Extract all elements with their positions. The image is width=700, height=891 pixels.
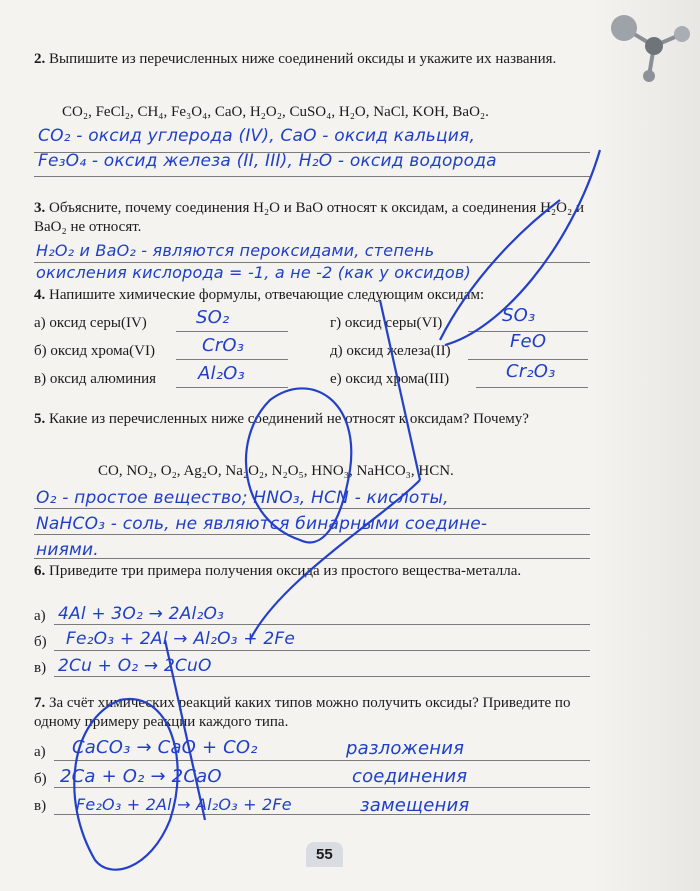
handwritten-answer: O₂ - простое вещество; HNO₃, HCN - кислоты, [36, 488, 449, 508]
handwritten-answer: Fe₂O₃ + 2Al → Al₂O₃ + 2Fe [66, 629, 295, 649]
handwritten-answer: Al₂O₃ [198, 363, 245, 384]
item-label: а) [34, 608, 46, 624]
handwritten-answer: 4Al + 3O₂ → 2Al₂O₃ [58, 604, 225, 624]
question-text: За счёт химических реакций каких типов можно получить оксиды? Приведите по одному примеру реакции каждого типа. [34, 695, 571, 730]
question-text: Какие из перечисленных ниже соединений не относят к оксидам? Почему? [49, 411, 529, 427]
reaction-type: замещения [360, 795, 470, 816]
reaction-type: соединения [352, 766, 468, 787]
item-label: б) [34, 771, 47, 787]
question-number: 6. [34, 563, 46, 579]
handwritten-answer: Cr₂O₃ [506, 361, 556, 382]
handwritten-answer: Fe₂O₃ + 2Al → Al₂O₃ + 2Fe [76, 795, 292, 814]
item-label: в) оксид алюминия [34, 371, 157, 387]
handwritten-answer: Fe₃O₄ - оксид железа (II, III), H₂O - оксид водорода [38, 151, 497, 171]
item-label: е) оксид хрома(III) [330, 371, 450, 387]
handwritten-answer: SO₃ [502, 305, 536, 326]
item-label: б) оксид хрома(VI) [34, 343, 155, 359]
question-text: Объясните, почему соединения H₂O и BaO относят к оксидам, а соединения H₂O₂ и BaO₂ не относят. [34, 200, 584, 235]
handwritten-answer: FeO [510, 331, 547, 352]
item-label: г) оксид серы(VI) [330, 315, 443, 331]
item-label: в) [34, 798, 47, 814]
handwritten-answer: 2Ca + O₂ → 2CaO [60, 766, 222, 787]
page-number: 55 [306, 842, 343, 867]
item-label: д) оксид железа(II) [330, 343, 451, 359]
question-number: 4. [34, 287, 46, 303]
question-text: Напишите химические формулы, отвечающие следующим оксидам: [49, 287, 485, 303]
handwritten-answer: SO₂ [196, 307, 230, 328]
item-label: в) [34, 660, 47, 676]
handwritten-answer: 2Cu + O₂ → 2CuO [58, 656, 212, 676]
handwritten-answer: CrO₃ [202, 335, 245, 356]
question-number: 3. [34, 200, 46, 216]
question-text: Выпишите из перечисленных ниже соединений оксиды и укажите их названия. [49, 51, 557, 67]
item-label: а) [34, 744, 46, 760]
formula-list: CO, NO₂, O₂, Ag₂O, Na₂O₂, N₂O₅, HNO₃, NaHCO₃, HCN. [98, 463, 454, 479]
item-label: а) оксид серы(IV) [34, 315, 147, 331]
question-number: 7. [34, 695, 46, 711]
handwritten-answer: NaHCO₃ - соль, не являются бинарными соедине- [36, 514, 488, 534]
handwritten-answer: ниями. [36, 540, 99, 560]
handwritten-answer: окисления кислорода = -1, а не -2 (как у оксидов) [36, 263, 471, 282]
handwritten-answer: CaCO₃ → CaO + CO₂ [72, 737, 258, 758]
question-number: 5. [34, 411, 46, 427]
question-number: 2. [34, 51, 46, 67]
reaction-type: разложения [346, 738, 465, 759]
handwritten-answer: H₂O₂ и BaO₂ - являются пероксидами, степень [36, 241, 435, 260]
handwritten-answer: CO₂ - оксид углерода (IV), CaO - оксид кальция, [38, 126, 476, 146]
formula-list: CO₂, FeCl₂, CH₄, Fe₃O₄, CaO, H₂O₂, CuSO₄, H₂O, NaCl, KOH, BaO₂. [62, 104, 489, 120]
question-text: Приведите три примера получения оксида из простого вещества-металла. [49, 563, 522, 579]
item-label: б) [34, 634, 47, 650]
